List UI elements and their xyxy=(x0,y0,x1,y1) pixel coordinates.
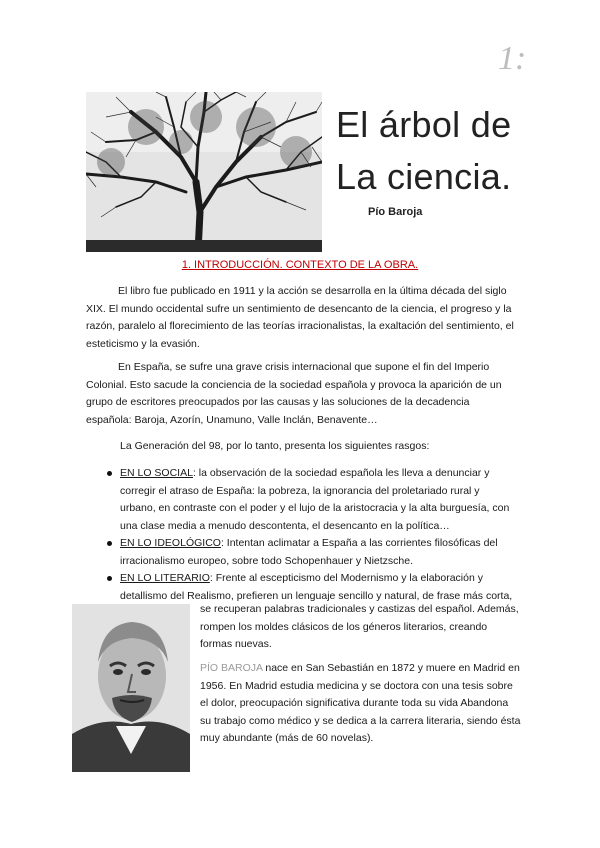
features-list xyxy=(86,465,516,605)
bullet-text: : Frente al escepticismo del Modernismo y la elaboración y detallismo del Realismo, prefieren un lenguaje sencillo y natural, de frase más corta, xyxy=(120,572,513,602)
bullet-icon xyxy=(107,576,112,581)
tree-illustration xyxy=(86,92,322,252)
bio-paragraph xyxy=(200,660,522,748)
author: Pío Baroja xyxy=(368,206,423,218)
bullet-icon xyxy=(107,471,112,476)
bio-text: nace en San Sebastián en 1872 y muere en Madrid en 1956. En Madrid estudia medicina y se doctora con una tesis sobre el dolor, preocupación significativa durante toda su vida Abandona su trabajo como médico y se dedica a la carrera literaria, siendo ésta muy abundante (más de 60 novelas). xyxy=(200,662,521,744)
literario-continuation: se recuperan palabras tradicionales y castizas del español. Además, rompen los moldes clásicos de los géneros literarios, creando formas nuevas. xyxy=(200,603,519,650)
bullet-text: : Intentan aclimatar a España a las corrientes filosóficas del irracionalismo europeo, sobre todo Schopenhauer y Nietzsche. xyxy=(120,537,498,567)
paragraph-intro xyxy=(86,283,516,353)
tree-photo xyxy=(86,92,322,252)
section-heading: 1. INTRODUCCIÓN. CONTEXTO DE LA OBRA. xyxy=(181,259,419,271)
bullet-text: : la observación de la sociedad española les lleva a denunciar y corregir el atraso de España: la pobreza, la ignorancia del proletariado rural y urbano, en contraste con el poder y el lujo de la aristocracia y la alta burguesía, con una clase media a menudo descontenta, el desencanto en la política… xyxy=(120,467,510,532)
portrait-illustration xyxy=(72,604,190,772)
page-number: 1: xyxy=(498,40,527,77)
paragraph-spain-text: En España, se sufre una grave crisis internacional que supone el fin del Imperio Colonial. Esto sacude la conciencia de la sociedad española y provoca la aparición de un grupo de escritores preocupados por las causas y las soluciones de la decadencia española: Baroja, Azorín, Unamuno, Valle Inclán, Benavente… xyxy=(86,361,502,426)
bullet-term: EN LO SOCIAL xyxy=(120,467,193,479)
list-item xyxy=(86,535,516,570)
bullet-term: EN LO IDEOLÓGICO xyxy=(120,537,221,549)
paragraph-intro-text: El libro fue publicado en 1911 y la acción se desarrolla en la última década del siglo XIX. El mundo occidental sufre un sentimiento de desencanto de la ciencia, el progreso y la razón, paralelo al florecimiento de las teorías irracionalistas, la exaltación del sentimiento, el esteticismo y la evasión. xyxy=(86,285,514,350)
bio-name: PÍO BAROJA xyxy=(200,662,263,674)
title-line-2: La ciencia. xyxy=(336,156,512,197)
list-item xyxy=(86,465,516,535)
list-item xyxy=(86,570,516,605)
paragraph-spain xyxy=(86,359,516,429)
title-line-1: El árbol de xyxy=(336,104,512,145)
bullet-icon xyxy=(107,541,112,546)
author-portrait xyxy=(72,604,190,772)
bullet-term: EN LO LITERARIO xyxy=(120,572,210,584)
paragraph-generation: La Generación del 98, por lo tanto, presenta los siguientes rasgos: xyxy=(120,440,430,452)
